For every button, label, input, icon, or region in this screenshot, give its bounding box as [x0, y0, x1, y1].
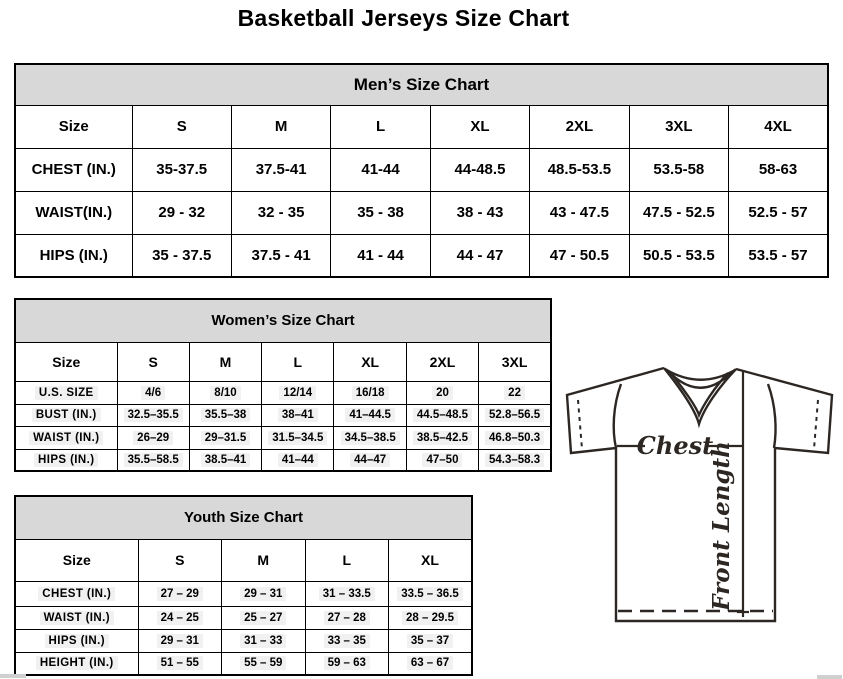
- size-value-cell: 44–47: [334, 449, 406, 471]
- size-column-header: S: [117, 342, 189, 381]
- youth-size-chart-table: [14, 495, 473, 676]
- jersey-measurement-diagram: [556, 356, 843, 629]
- size-value-cell: 29 - 32: [132, 191, 231, 234]
- size-column-header: 3XL: [479, 342, 551, 381]
- armhole-seam-left: [614, 384, 621, 448]
- size-value-cell: 28 – 29.5: [389, 606, 473, 629]
- size-column-header: S: [132, 105, 231, 148]
- size-value-cell: 38.5–41: [189, 449, 261, 471]
- youth-chart-title: Youth Size Chart: [15, 496, 472, 539]
- front-length-label: Front Length: [708, 441, 735, 611]
- size-value-cell: 53.5 - 57: [729, 234, 828, 277]
- scrollbar-fragment-left: [0, 674, 26, 678]
- size-column-header: 2XL: [406, 342, 478, 381]
- sleeve-stitch-left: [578, 400, 582, 449]
- size-value-cell: 44 - 47: [430, 234, 529, 277]
- size-value-cell: 51 – 55: [138, 652, 222, 675]
- size-value-cell: 24 – 25: [138, 606, 222, 629]
- table-row: [15, 629, 472, 652]
- size-value-cell: 31.5–34.5: [262, 426, 334, 449]
- row-label: CHEST (IN.): [15, 581, 138, 606]
- size-value-cell: 43 - 47.5: [530, 191, 629, 234]
- size-column-header: L: [262, 342, 334, 381]
- size-value-cell: 34.5–38.5: [334, 426, 406, 449]
- row-label: WAIST (IN.): [15, 606, 138, 629]
- table-row: [15, 652, 472, 675]
- size-value-cell: 35 - 38: [331, 191, 430, 234]
- size-value-cell: 47.5 - 52.5: [629, 191, 728, 234]
- size-value-cell: 47 - 50.5: [530, 234, 629, 277]
- size-value-cell: 33 – 35: [305, 629, 389, 652]
- size-value-cell: 29 – 31: [222, 581, 306, 606]
- table-row: [15, 299, 551, 342]
- size-value-cell: 63 – 67: [389, 652, 473, 675]
- size-value-cell: 47–50: [406, 449, 478, 471]
- size-value-cell: 35.5–58.5: [117, 449, 189, 471]
- size-value-cell: 55 – 59: [222, 652, 306, 675]
- size-corner-label: Size: [15, 342, 117, 381]
- table-row: [15, 342, 551, 381]
- row-label: U.S. SIZE: [15, 381, 117, 404]
- size-value-cell: 29 – 31: [138, 629, 222, 652]
- size-value-cell: 22: [479, 381, 551, 404]
- womens-size-chart-table: [14, 298, 552, 472]
- size-value-cell: 38 - 43: [430, 191, 529, 234]
- size-value-cell: 46.8–50.3: [479, 426, 551, 449]
- size-value-cell: 31 – 33.5: [305, 581, 389, 606]
- size-value-cell: 58-63: [729, 148, 828, 191]
- size-value-cell: 41–44: [262, 449, 334, 471]
- table-row: [15, 449, 551, 471]
- size-corner-label: Size: [15, 539, 138, 581]
- page-title: Basketball Jerseys Size Chart: [237, 5, 570, 31]
- row-label: BUST (IN.): [15, 404, 117, 426]
- size-value-cell: 33.5 – 36.5: [389, 581, 473, 606]
- size-value-cell: 32.5–35.5: [117, 404, 189, 426]
- table-row: [15, 539, 472, 581]
- size-value-cell: 41–44.5: [334, 404, 406, 426]
- size-value-cell: 50.5 - 53.5: [629, 234, 728, 277]
- table-row: [15, 606, 472, 629]
- men-chart-title: Men’s Size Chart: [15, 64, 828, 105]
- table-row: [15, 148, 828, 191]
- size-value-cell: 20: [406, 381, 478, 404]
- size-value-cell: 38.5–42.5: [406, 426, 478, 449]
- size-value-cell: 16/18: [334, 381, 406, 404]
- row-label: HEIGHT (IN.): [15, 652, 138, 675]
- table-row: [15, 426, 551, 449]
- size-column-header: L: [331, 105, 430, 148]
- size-value-cell: 35 – 37: [389, 629, 473, 652]
- size-value-cell: 4/6: [117, 381, 189, 404]
- size-column-header: S: [138, 539, 222, 581]
- size-value-cell: 32 - 35: [231, 191, 330, 234]
- size-value-cell: 53.5-58: [629, 148, 728, 191]
- size-value-cell: 41 - 44: [331, 234, 430, 277]
- size-column-header: 2XL: [530, 105, 629, 148]
- size-value-cell: 59 – 63: [305, 652, 389, 675]
- size-value-cell: 31 – 33: [222, 629, 306, 652]
- size-value-cell: 35 - 37.5: [132, 234, 231, 277]
- size-value-cell: 35-37.5: [132, 148, 231, 191]
- size-value-cell: 52.8–56.5: [479, 404, 551, 426]
- size-column-header: 3XL: [629, 105, 728, 148]
- table-row: [15, 496, 472, 539]
- row-label: CHEST (IN.): [15, 148, 132, 191]
- size-value-cell: 27 – 28: [305, 606, 389, 629]
- size-column-header: XL: [430, 105, 529, 148]
- size-value-cell: 35.5–38: [189, 404, 261, 426]
- size-column-header: 4XL: [729, 105, 828, 148]
- row-label: HIPS (IN.): [15, 629, 138, 652]
- table-row: [15, 105, 828, 148]
- size-value-cell: 37.5 - 41: [231, 234, 330, 277]
- row-label: WAIST(IN.): [15, 191, 132, 234]
- size-column-header: XL: [334, 342, 406, 381]
- table-row: [15, 381, 551, 404]
- size-value-cell: 29–31.5: [189, 426, 261, 449]
- size-value-cell: 12/14: [262, 381, 334, 404]
- size-value-cell: 38–41: [262, 404, 334, 426]
- sleeve-stitch-right: [814, 400, 818, 449]
- size-column-header: M: [222, 539, 306, 581]
- size-column-header: M: [231, 105, 330, 148]
- armhole-seam-right: [768, 384, 776, 448]
- size-value-cell: 37.5-41: [231, 148, 330, 191]
- table-row: [15, 64, 828, 105]
- row-label: HIPS (IN.): [15, 449, 117, 471]
- size-value-cell: 44-48.5: [430, 148, 529, 191]
- jersey-outline: [567, 368, 832, 621]
- chest-label: Chest: [636, 431, 714, 460]
- table-row: [15, 581, 472, 606]
- size-value-cell: 44.5–48.5: [406, 404, 478, 426]
- size-column-header: M: [189, 342, 261, 381]
- size-value-cell: 26–29: [117, 426, 189, 449]
- size-value-cell: 8/10: [189, 381, 261, 404]
- size-value-cell: 27 – 29: [138, 581, 222, 606]
- row-label: WAIST (IN.): [15, 426, 117, 449]
- size-value-cell: 25 – 27: [222, 606, 306, 629]
- size-value-cell: 48.5-53.5: [530, 148, 629, 191]
- size-value-cell: 52.5 - 57: [729, 191, 828, 234]
- mens-size-chart-table: [14, 63, 829, 278]
- size-column-header: XL: [389, 539, 473, 581]
- size-value-cell: 41-44: [331, 148, 430, 191]
- women-chart-title: Women’s Size Chart: [15, 299, 551, 342]
- table-row: [15, 234, 828, 277]
- table-row: [15, 404, 551, 426]
- size-value-cell: 54.3–58.3: [479, 449, 551, 471]
- row-label: HIPS (IN.): [15, 234, 132, 277]
- size-corner-label: Size: [15, 105, 132, 148]
- size-column-header: L: [305, 539, 389, 581]
- table-row: [15, 191, 828, 234]
- scrollbar-fragment-right: [817, 675, 842, 679]
